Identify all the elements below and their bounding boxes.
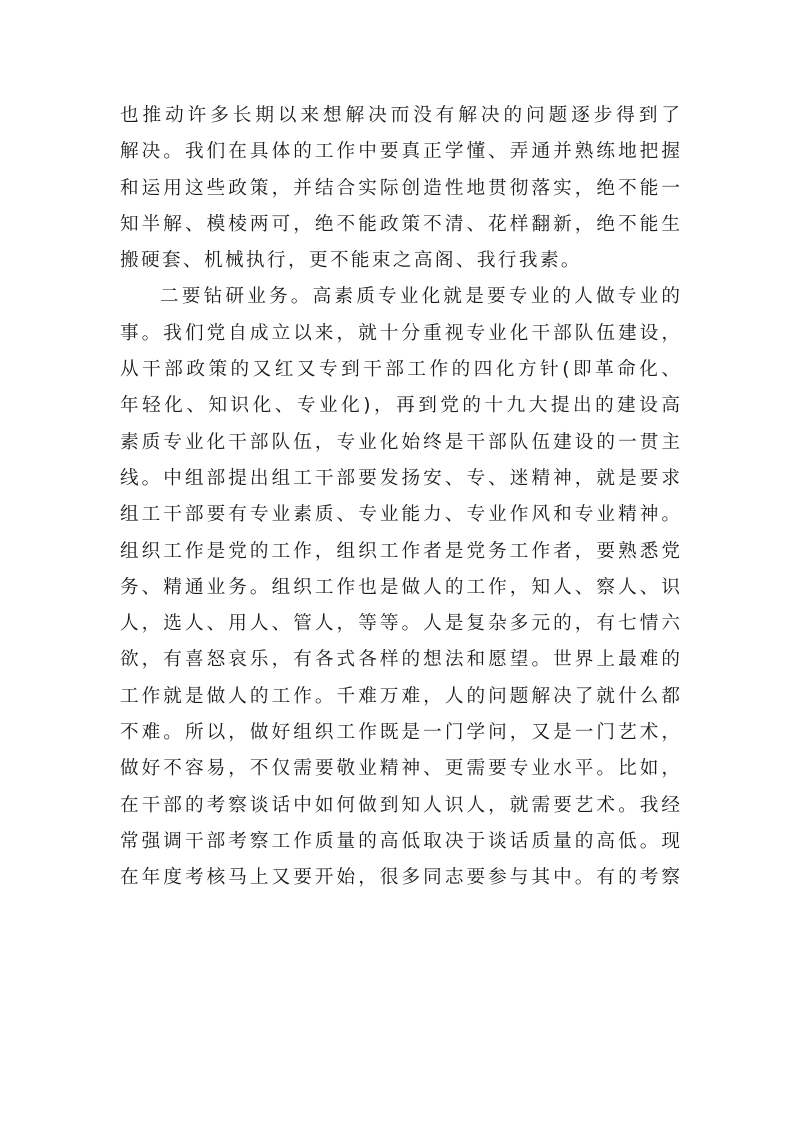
text-line: 欲，有喜怒哀乐，有各式各样的想法和愿望。世界上最难的: [120, 649, 680, 671]
text-line: 线。中组部提出组工干部要发扬安、专、迷精神，就是要求: [120, 467, 680, 489]
text-line: 年轻化、知识化、专业化)，再到党的十九大提出的建设高: [120, 395, 680, 417]
text-line: 解决。我们在具体的工作中要真正学懂、弄通并熟练地把握: [120, 141, 680, 163]
text-line: 不难。所以，做好组织工作既是一门学问，又是一门艺术，: [120, 722, 680, 744]
text-line: 在年度考核马上又要开始，很多同志要参与其中。有的考察: [120, 867, 680, 889]
text-line: 常强调干部考察工作质量的高低取决于谈话质量的高低。现: [120, 830, 680, 852]
text-line: 事。我们党自成立以来，就十分重视专业化干部队伍建设，: [120, 322, 680, 344]
text-line: 在干部的考察谈话中如何做到知人识人，就需要艺术。我经: [120, 794, 680, 816]
text-line: 工作就是做人的工作。千难万难，人的问题解决了就什么都: [120, 685, 680, 707]
text-line: 从干部政策的又红又专到干部工作的四化方针(即革命化、: [120, 359, 680, 381]
body-text: [120, 98, 680, 897]
text-line: 搬硬套、机械执行，更不能束之高阁、我行我素。: [120, 250, 582, 272]
text-line: 二要钻研业务。高素质专业化就是要专业的人做专业的: [160, 286, 680, 308]
text-line: 人，选人、用人、管人，等等。人是复杂多元的，有七情六: [120, 613, 680, 635]
text-line: 做好不容易，不仅需要敬业精神、更需要专业水平。比如，: [120, 758, 680, 780]
text-line: 知半解、模棱两可，绝不能政策不清、花样翻新，绝不能生: [120, 213, 680, 235]
text-line: 也推动许多长期以来想解决而没有解决的问题逐步得到了: [120, 105, 680, 126]
text-line: 务、精通业务。组织工作也是做人的工作，知人、察人、识: [120, 576, 680, 598]
text-line: 组织工作是党的工作，组织工作者是党务工作者，要熟悉党: [120, 540, 680, 562]
text-line: 和运用这些政策，并结合实际创造性地贯彻落实，绝不能一: [120, 177, 680, 199]
text-line: 素质专业化干部队伍，专业化始终是干部队伍建设的一贯主: [120, 431, 680, 453]
text-line: 组工干部要有专业素质、专业能力、专业作风和专业精神。: [120, 504, 680, 526]
